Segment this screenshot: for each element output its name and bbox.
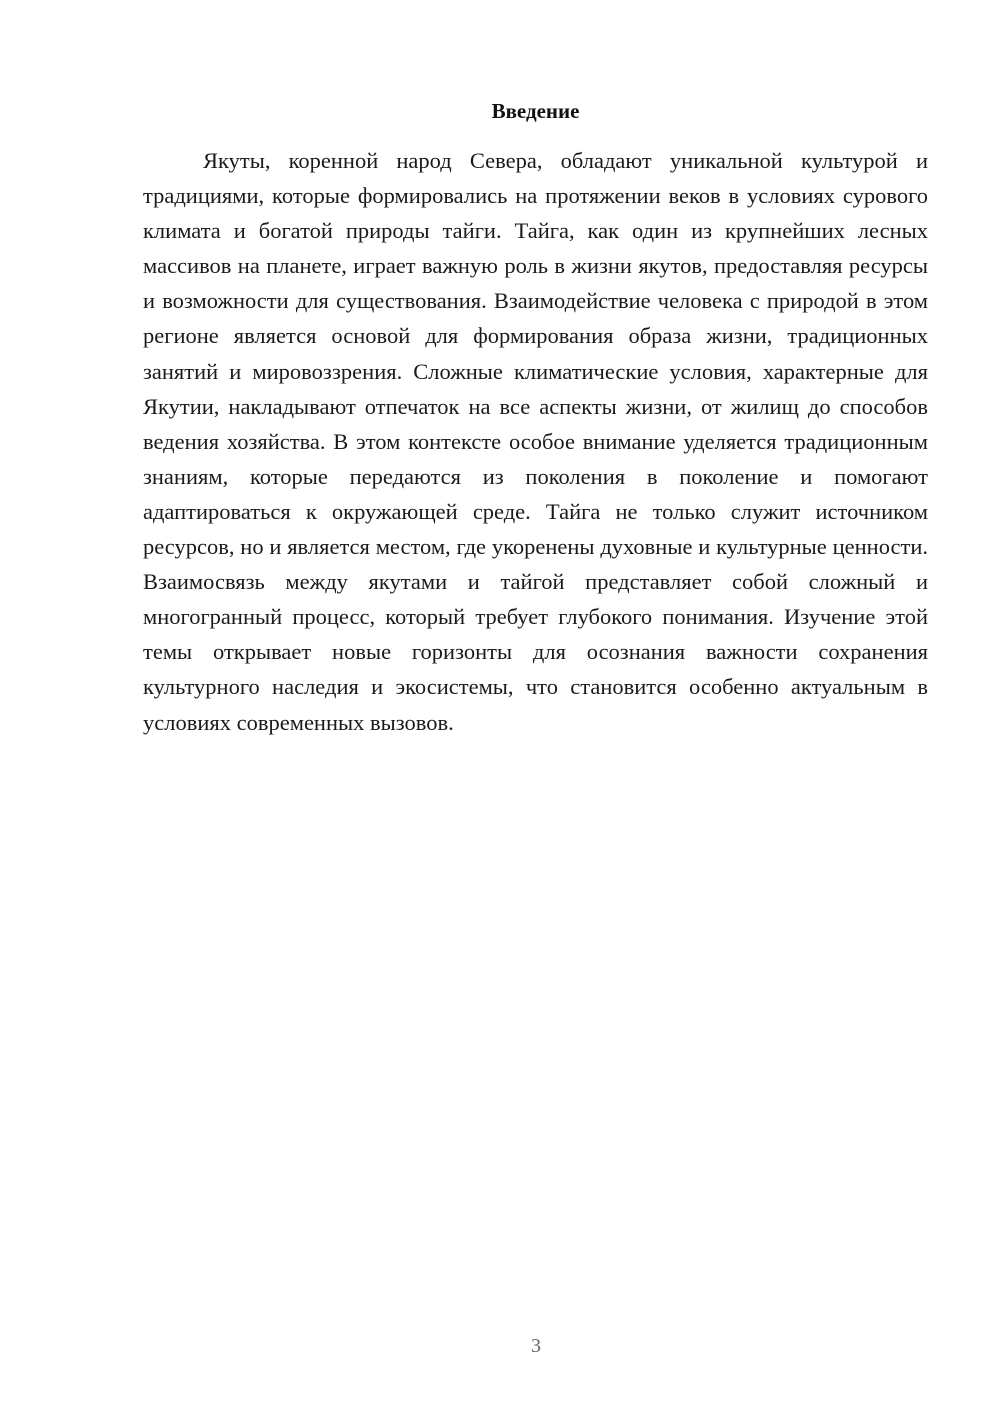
page-number: 3 <box>531 1335 541 1357</box>
body-paragraph: Якуты, коренной народ Севера, обладают уникальной культурой и традициями, которые формировались на протяжении веков в условиях сурового климата и богатой природы тайги. Тайга, как один из крупнейших лесных массивов на планете, играет важную роль в жизни якутов, предоставляя ресурсы и возможности для существования. Взаимодействие человека с природой в этом регионе является основой для формирования образа жизни, традиционных занятий и мировоззрения. Сложные климатические условия, характерные для Якутии, накладывают отпечаток на все аспекты жизни, от жилищ до способов ведения хозяйства. В этом контексте особое внимание уделяется традиционным знаниям, которые передаются из поколения в поколение и помогают адаптироваться к окружающей среде. Тайга не только служит источником ресурсов, но и является местом, где укоренены духовные и культурные ценности. Взаимосвязь между якутами и тайгой представляет собой сложный и многогранный процесс, который требует глубокого понимания. Изучение этой темы открывает новые горизонты для осознания важности сохранения культурного наследия и экосистемы, что становится особенно актуальным в условиях современных вызовов. <box>143 148 928 735</box>
section-heading: Введение <box>491 99 580 123</box>
